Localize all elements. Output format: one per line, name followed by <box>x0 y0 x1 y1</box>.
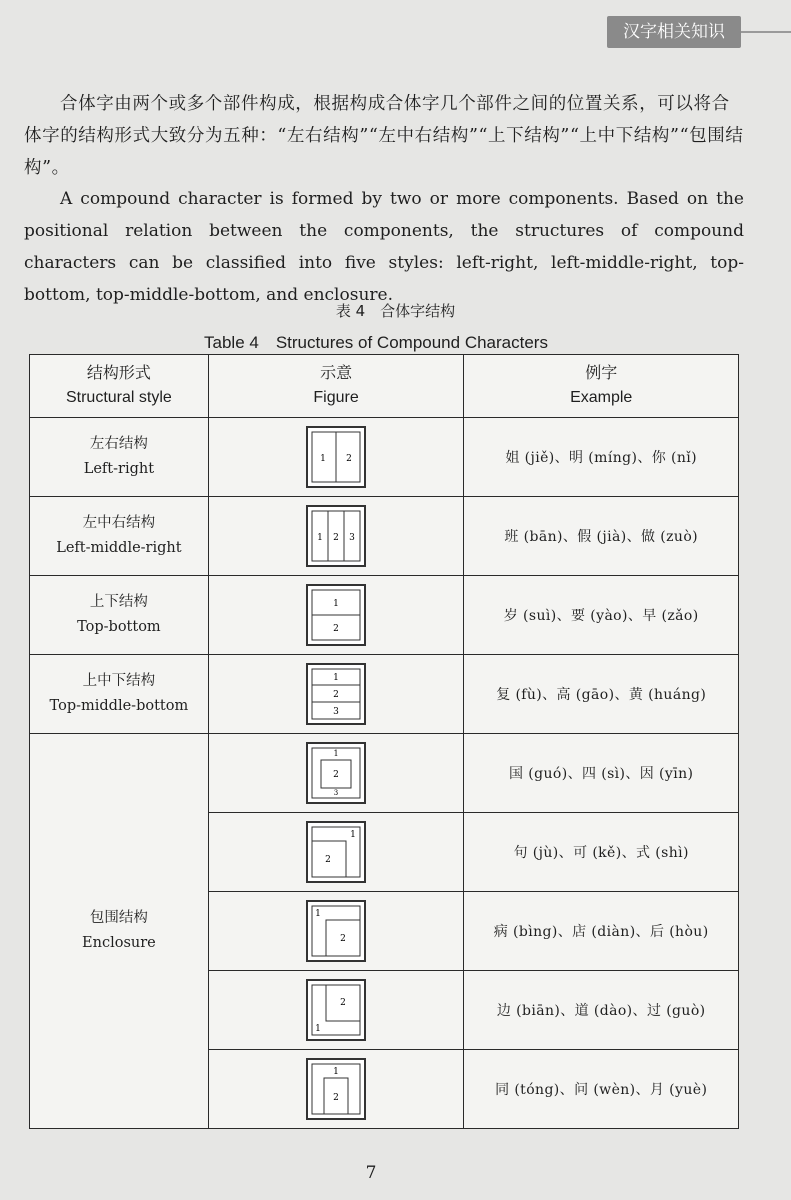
label-1: 1 <box>333 1067 339 1077</box>
example-cell: 班 (bān)、假 (jià)、做 (zuò) <box>464 497 739 576</box>
left-right-diagram <box>306 426 366 488</box>
label-1: 1 <box>315 1024 321 1034</box>
header-structural-style <box>30 355 209 418</box>
left-middle-right-diagram <box>306 505 366 567</box>
example-cell: 边 (biān)、道 (dào)、过 (guò) <box>464 971 739 1050</box>
figure-cell <box>208 734 464 813</box>
table-row <box>30 418 739 497</box>
figure-cell <box>208 1050 464 1129</box>
table-caption-zh: 表 4 合体字结构 <box>335 302 456 320</box>
style-zh: 左中右结构 <box>82 515 156 531</box>
table-row <box>30 734 739 813</box>
style-cell <box>30 418 209 497</box>
example-cell: 同 (tóng)、问 (wèn)、月 (yuè) <box>464 1050 739 1129</box>
paragraph-en-text: A compound character is formed by two or more components. Based on the positional relation between the components, the structures of compound characters can be classified into five styles: left-right, left-middle-right, top-bottom, top-middle-bottom, and enclosure. <box>24 189 744 305</box>
paragraph-zh-text: 合体字由两个或多个部件构成，根据构成合体字几个部件之间的位置关系，可以将合体字的结构形式大致分为五种：“左右结构”“左中右结构”“上下结构”“上中下结构”“包围结构”。 <box>24 94 744 178</box>
paragraph-zh <box>24 88 744 184</box>
page-number: 7 <box>365 1163 377 1183</box>
style-zh: 包围结构 <box>89 910 148 926</box>
label-1: 1 <box>350 830 356 840</box>
label-1: 1 <box>333 599 339 609</box>
table-row <box>30 497 739 576</box>
figure-cell <box>208 576 464 655</box>
header-col2-zh: 示意 <box>320 365 353 382</box>
label-1: 1 <box>317 533 323 543</box>
figure-cell <box>208 418 464 497</box>
label-3: 3 <box>349 533 355 543</box>
header-col3-zh: 例字 <box>585 365 618 382</box>
style-cell <box>30 734 209 1129</box>
example-cell: 国 (guó)、四 (sì)、因 (yīn) <box>464 734 739 813</box>
header-rule <box>741 31 791 33</box>
label-2: 2 <box>333 690 339 700</box>
header-col2-en: Figure <box>313 389 359 406</box>
label-1: 1 <box>333 673 339 683</box>
style-en: Top-middle-bottom <box>49 698 189 714</box>
figure-cell <box>208 813 464 892</box>
label-2: 2 <box>340 998 346 1008</box>
header-figure <box>208 355 464 418</box>
label-2: 2 <box>340 934 346 944</box>
figure-cell <box>208 655 464 734</box>
full-enclosure-diagram <box>306 742 366 804</box>
example-cell: 句 (jù)、可 (kě)、式 (shì) <box>464 813 739 892</box>
paragraph-en <box>24 183 744 311</box>
style-cell <box>30 576 209 655</box>
label-3: 3 <box>333 789 339 797</box>
label-2: 2 <box>333 624 339 634</box>
label-2: 2 <box>333 533 339 543</box>
label-1: 1 <box>333 749 339 758</box>
example-cell: 岁 (suì)、要 (yào)、早 (zǎo) <box>464 576 739 655</box>
label-3: 3 <box>333 707 339 717</box>
label-2: 2 <box>333 770 339 780</box>
example-cell: 姐 (jiě)、明 (míng)、你 (nǐ) <box>464 418 739 497</box>
three-side-enclosure-diagram <box>306 1058 366 1120</box>
figure-cell <box>208 892 464 971</box>
style-en: Left-right <box>83 461 155 477</box>
style-en: Top-bottom <box>77 619 161 635</box>
style-cell <box>30 497 209 576</box>
style-en: Left-middle-right <box>56 540 182 556</box>
label-2: 2 <box>333 1093 339 1103</box>
bottom-left-enclosure-diagram <box>306 979 366 1041</box>
example-cell: 复 (fù)、高 (gāo)、黄 (huáng) <box>464 655 739 734</box>
section-tab: 汉字相关知识 <box>607 16 741 48</box>
figure-cell <box>208 497 464 576</box>
header-col3-en: Example <box>570 389 633 406</box>
structures-table <box>29 354 739 1129</box>
header-example <box>464 355 739 418</box>
table-caption-en: Table 4 Structures of Compound Characters <box>204 333 548 352</box>
table-row <box>30 655 739 734</box>
label-1: 1 <box>320 454 326 464</box>
style-cell <box>30 655 209 734</box>
figure-cell <box>208 971 464 1050</box>
top-left-enclosure-diagram <box>306 900 366 962</box>
header-col1-en: Structural style <box>65 389 172 406</box>
style-zh: 上中下结构 <box>82 673 156 689</box>
top-bottom-diagram <box>306 584 366 646</box>
style-zh: 上下结构 <box>89 594 148 610</box>
top-right-enclosure-diagram <box>306 821 366 883</box>
label-1: 1 <box>315 909 321 919</box>
header-col1-zh: 结构形式 <box>86 365 151 382</box>
top-middle-bottom-diagram <box>306 663 366 725</box>
style-en: Enclosure <box>82 935 156 951</box>
label-2: 2 <box>346 454 352 464</box>
example-cell: 病 (bìng)、店 (diàn)、后 (hòu) <box>464 892 739 971</box>
table-header-row <box>30 355 739 418</box>
label-2: 2 <box>325 855 331 865</box>
style-zh: 左右结构 <box>89 436 148 452</box>
table-row <box>30 576 739 655</box>
